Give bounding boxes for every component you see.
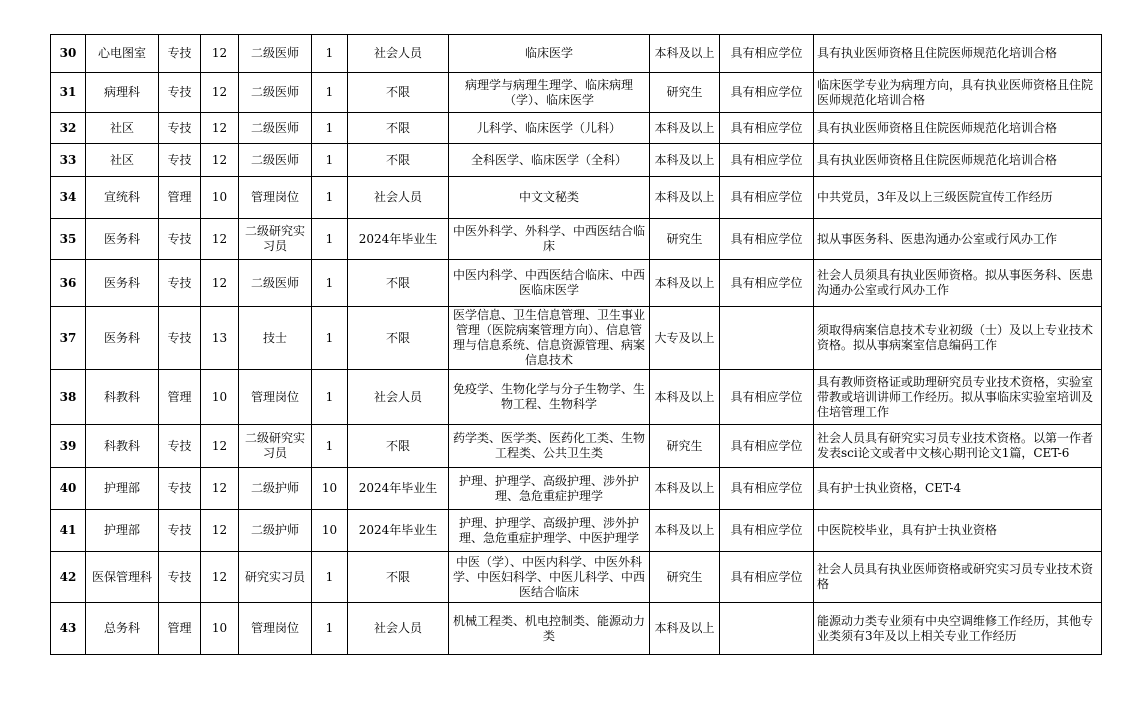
cell-requirements: 社会人员具有研究实习员专业技术资格。以第一作者发表sci论文或者中文核心期刊论文1篇，CET-6 [814,425,1102,468]
cell-level: 10 [201,177,239,219]
cell-major: 中医外科学、外科学、中西医结合临床 [449,219,650,260]
cell-position: 二级医师 [239,35,312,73]
cell-department: 宣统科 [86,177,159,219]
cell-category: 管理 [159,603,201,655]
cell-count: 1 [312,144,348,177]
cell-education: 研究生 [650,425,720,468]
cell-major: 中医（学）、中医内科学、中医外科学、中医妇科学、中医儿科学、中西医结合临床 [449,552,650,603]
cell-number: 34 [51,177,86,219]
cell-target: 2024年毕业生 [348,219,449,260]
cell-major: 护理、护理学、高级护理、涉外护理、急危重症护理学 [449,468,650,510]
cell-category: 管理 [159,370,201,425]
cell-education: 大专及以上 [650,307,720,370]
cell-education: 本科及以上 [650,468,720,510]
cell-degree [720,307,814,370]
cell-degree: 具有相应学位 [720,260,814,307]
cell-requirements: 拟从事医务科、医患沟通办公室或行风办工作 [814,219,1102,260]
cell-requirements: 中医院校毕业，具有护士执业资格 [814,510,1102,552]
cell-requirements: 具有教师资格证或助理研究员专业技术资格，实验室带教或培训讲师工作经历。拟从事临床实验室培训及住培管理工作 [814,370,1102,425]
cell-major: 临床医学 [449,35,650,73]
cell-position: 二级护师 [239,510,312,552]
cell-requirements: 具有执业医师资格且住院医师规范化培训合格 [814,113,1102,144]
cell-level: 12 [201,425,239,468]
cell-education: 本科及以上 [650,177,720,219]
cell-target: 社会人员 [348,370,449,425]
cell-major: 病理学与病理生理学、临床病理（学）、临床医学 [449,73,650,113]
table-row [51,468,1102,510]
cell-category: 专技 [159,73,201,113]
cell-department: 病理科 [86,73,159,113]
cell-position: 二级医师 [239,144,312,177]
cell-number: 42 [51,552,86,603]
cell-requirements: 临床医学专业为病理方向，具有执业医师资格且住院医师规范化培训合格 [814,73,1102,113]
cell-number: 40 [51,468,86,510]
cell-level: 10 [201,603,239,655]
table-row [51,35,1102,73]
table-row [51,144,1102,177]
cell-count: 1 [312,260,348,307]
cell-degree: 具有相应学位 [720,73,814,113]
cell-major: 医学信息、卫生信息管理、卫生事业管理（医院病案管理方向）、信息管理与信息系统、信息资源管理、病案信息技术 [449,307,650,370]
cell-target: 社会人员 [348,35,449,73]
cell-level: 12 [201,260,239,307]
cell-degree: 具有相应学位 [720,177,814,219]
job-table [50,34,1102,655]
cell-number: 39 [51,425,86,468]
cell-degree: 具有相应学位 [720,35,814,73]
cell-target: 2024年毕业生 [348,510,449,552]
cell-requirements: 中共党员，3年及以上三级医院宣传工作经历 [814,177,1102,219]
cell-position: 二级医师 [239,73,312,113]
cell-requirements: 具有护士执业资格，CET-4 [814,468,1102,510]
cell-education: 本科及以上 [650,144,720,177]
cell-position: 管理岗位 [239,177,312,219]
cell-requirements: 须取得病案信息技术专业初级（士）及以上专业技术资格。拟从事病案室信息编码工作 [814,307,1102,370]
cell-department: 社区 [86,113,159,144]
cell-position: 二级护师 [239,468,312,510]
cell-major: 护理、护理学、高级护理、涉外护理、急危重症护理学、中医护理学 [449,510,650,552]
cell-category: 专技 [159,260,201,307]
cell-category: 专技 [159,510,201,552]
cell-education: 研究生 [650,219,720,260]
cell-category: 专技 [159,35,201,73]
cell-position: 二级研究实习员 [239,219,312,260]
cell-requirements: 社会人员具有执业医师资格或研究实习员专业技术资格 [814,552,1102,603]
cell-number: 35 [51,219,86,260]
cell-department: 社区 [86,144,159,177]
cell-major: 儿科学、临床医学（儿科） [449,113,650,144]
cell-target: 社会人员 [348,177,449,219]
table-row [51,370,1102,425]
cell-category: 专技 [159,144,201,177]
cell-count: 1 [312,552,348,603]
cell-target: 不限 [348,552,449,603]
cell-level: 12 [201,35,239,73]
cell-number: 31 [51,73,86,113]
cell-department: 护理部 [86,468,159,510]
cell-count: 1 [312,425,348,468]
table-row [51,510,1102,552]
cell-department: 医务科 [86,307,159,370]
cell-degree: 具有相应学位 [720,510,814,552]
cell-number: 41 [51,510,86,552]
cell-level: 12 [201,219,239,260]
cell-target: 不限 [348,260,449,307]
cell-degree: 具有相应学位 [720,113,814,144]
cell-department: 心电图室 [86,35,159,73]
cell-level: 12 [201,113,239,144]
cell-education: 本科及以上 [650,370,720,425]
cell-degree: 具有相应学位 [720,144,814,177]
cell-position: 二级医师 [239,260,312,307]
cell-count: 1 [312,307,348,370]
cell-level: 12 [201,144,239,177]
cell-department: 科教科 [86,425,159,468]
cell-target: 不限 [348,425,449,468]
cell-level: 10 [201,370,239,425]
cell-category: 管理 [159,177,201,219]
cell-requirements: 具有执业医师资格且住院医师规范化培训合格 [814,35,1102,73]
cell-education: 研究生 [650,73,720,113]
cell-major: 免疫学、生物化学与分子生物学、生物工程、生物科学 [449,370,650,425]
cell-education: 研究生 [650,552,720,603]
cell-category: 专技 [159,113,201,144]
cell-category: 专技 [159,552,201,603]
table-row [51,113,1102,144]
cell-count: 1 [312,219,348,260]
table-row [51,552,1102,603]
cell-major: 药学类、医学类、医药化工类、生物工程类、公共卫生类 [449,425,650,468]
cell-education: 本科及以上 [650,35,720,73]
cell-number: 32 [51,113,86,144]
cell-count: 10 [312,510,348,552]
table-row [51,177,1102,219]
cell-degree: 具有相应学位 [720,552,814,603]
table-row [51,260,1102,307]
cell-position: 二级医师 [239,113,312,144]
cell-count: 1 [312,370,348,425]
cell-category: 专技 [159,219,201,260]
table-row [51,603,1102,655]
cell-requirements: 具有执业医师资格且住院医师规范化培训合格 [814,144,1102,177]
cell-degree: 具有相应学位 [720,219,814,260]
cell-position: 二级研究实习员 [239,425,312,468]
cell-target: 2024年毕业生 [348,468,449,510]
cell-education: 本科及以上 [650,113,720,144]
cell-level: 12 [201,510,239,552]
cell-target: 不限 [348,307,449,370]
cell-position: 管理岗位 [239,603,312,655]
cell-number: 36 [51,260,86,307]
cell-category: 专技 [159,468,201,510]
cell-requirements: 社会人员须具有执业医师资格。拟从事医务科、医患沟通办公室或行风办工作 [814,260,1102,307]
cell-department: 医务科 [86,260,159,307]
cell-department: 医保管理科 [86,552,159,603]
cell-number: 38 [51,370,86,425]
cell-target: 社会人员 [348,603,449,655]
cell-target: 不限 [348,73,449,113]
cell-category: 专技 [159,425,201,468]
cell-position: 研究实习员 [239,552,312,603]
cell-position: 管理岗位 [239,370,312,425]
table-row [51,307,1102,370]
cell-degree: 具有相应学位 [720,468,814,510]
cell-count: 1 [312,35,348,73]
cell-number: 30 [51,35,86,73]
table-row [51,425,1102,468]
cell-major: 全科医学、临床医学（全科） [449,144,650,177]
cell-department: 总务科 [86,603,159,655]
cell-position: 技士 [239,307,312,370]
cell-number: 43 [51,603,86,655]
cell-target: 不限 [348,113,449,144]
cell-education: 本科及以上 [650,260,720,307]
cell-department: 科教科 [86,370,159,425]
cell-count: 1 [312,113,348,144]
table-body [51,35,1102,655]
cell-education: 本科及以上 [650,603,720,655]
cell-level: 12 [201,73,239,113]
cell-category: 专技 [159,307,201,370]
cell-degree [720,603,814,655]
cell-department: 医务科 [86,219,159,260]
cell-degree: 具有相应学位 [720,425,814,468]
cell-target: 不限 [348,144,449,177]
cell-level: 13 [201,307,239,370]
cell-count: 10 [312,468,348,510]
cell-level: 12 [201,468,239,510]
cell-number: 33 [51,144,86,177]
table-row [51,73,1102,113]
cell-number: 37 [51,307,86,370]
cell-department: 护理部 [86,510,159,552]
cell-count: 1 [312,177,348,219]
cell-major: 中文文秘类 [449,177,650,219]
cell-major: 机械工程类、机电控制类、能源动力类 [449,603,650,655]
cell-major: 中医内科学、中西医结合临床、中西医临床医学 [449,260,650,307]
cell-level: 12 [201,552,239,603]
table-row [51,219,1102,260]
cell-degree: 具有相应学位 [720,370,814,425]
cell-education: 本科及以上 [650,510,720,552]
cell-count: 1 [312,603,348,655]
cell-requirements: 能源动力类专业须有中央空调维修工作经历，其他专业类须有3年及以上相关专业工作经历 [814,603,1102,655]
cell-count: 1 [312,73,348,113]
